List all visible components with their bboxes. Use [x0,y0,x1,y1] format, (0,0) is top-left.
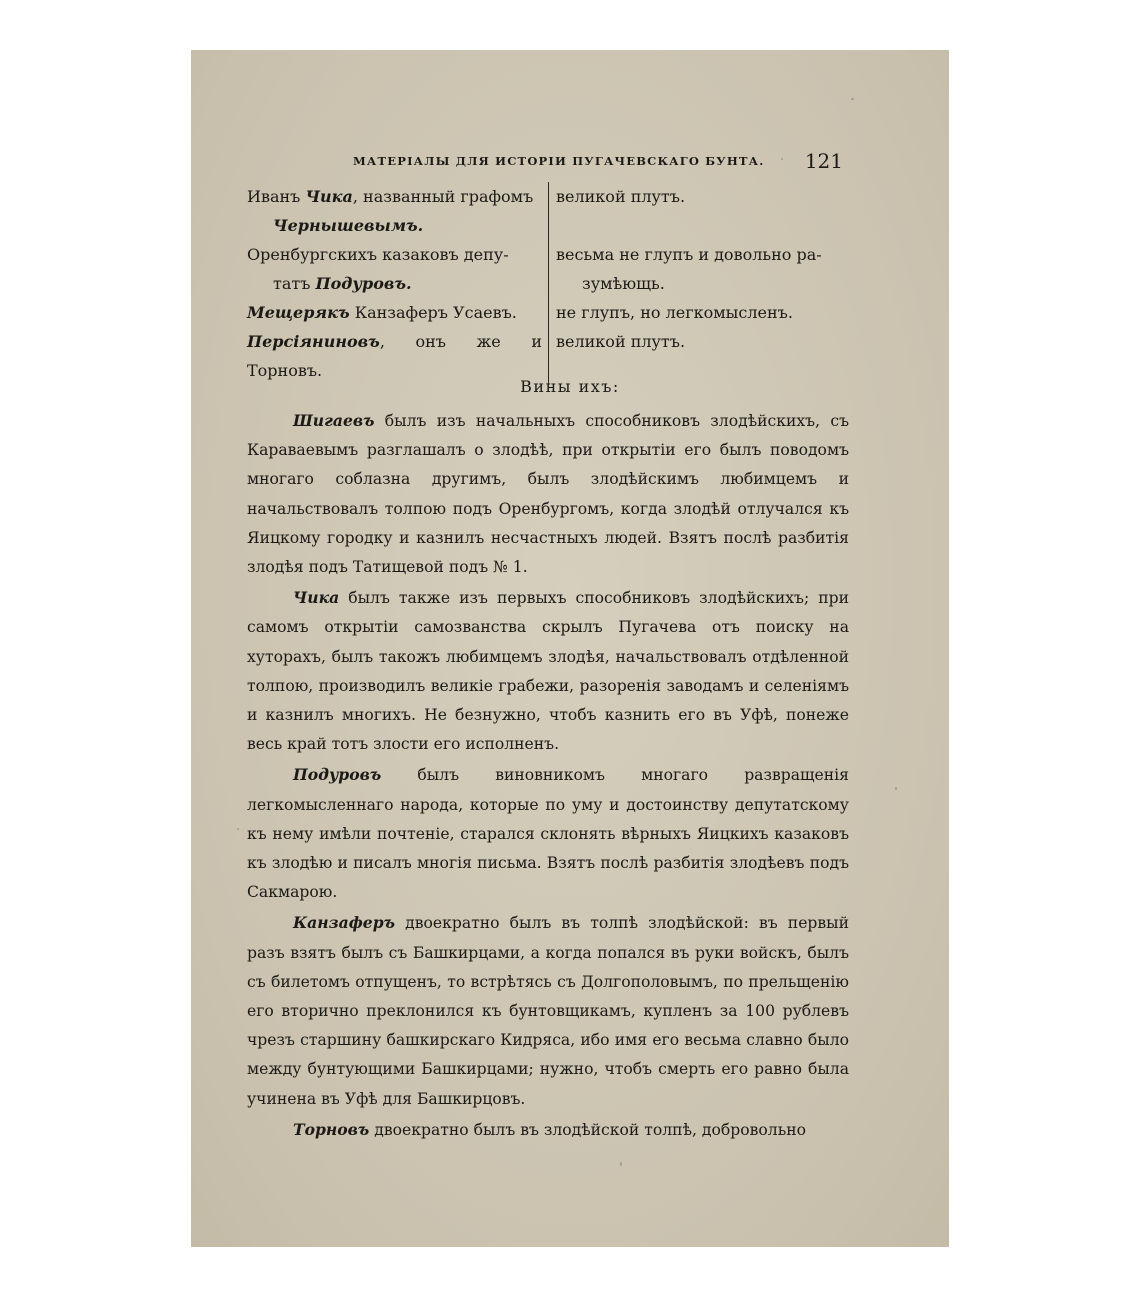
roster-person-description: не глупъ, но легкомысленъ. [556,303,793,322]
paragraph: Торновъ двоекратно былъ въ злодѣйской толпѣ, добровольно [293,1119,806,1139]
paper-speck [781,158,783,160]
roster-row [247,240,851,298]
paragraph: Шигаевъ былъ изъ начальныхъ способниковъ злодѣйскихъ, съ Караваевымъ разглашалъ о злодѣѣ, при открытіи его былъ поводомъ многаго соблазна другимъ, былъ злодѣйскимъ любимцемъ и начальствовалъ толпою подъ Оренбургомъ, когда злодѣй отлучался къ Яицкому городку и казнилъ несчастныхъ людей. Взятъ послѣ разбитія злодѣя подъ Татищевой подъ № 1. [247,411,849,577]
section-heading: Вины ихъ: [520,377,620,396]
roster-person-name: Персіяниновъ, онъ же и Торновъ. [247,327,549,385]
roster-person-name: Мещерякъ Канзаферъ Усаевъ. [247,298,549,327]
roster-row [247,298,851,327]
roster-person-name: Оренбургскихъ казаковъ депу- татъ Подуровъ. [247,240,549,298]
roster-person-name: Иванъ Чика, названный графомъ Чернышевымъ. [247,182,549,240]
page-header [353,146,843,176]
roster-person-description: великой плутъ. [556,332,686,351]
roster-person-description: великой плутъ. [556,187,686,206]
paper-speck [620,1162,622,1166]
roster-person-description: весьма не глупъ и довольно ра- зумѣющь. [556,245,822,293]
book-page [191,50,949,1247]
paper-speck [895,787,897,790]
paragraph: Подуровъ былъ виновникомъ многаго развращенія легкомысленнаго народа, которые по уму и достоинству депутатскому къ нему имѣли почтеніе, старался склонять вѣрныхъ Яицкихъ казаковъ къ злодѣю и писалъ многія письма. Взятъ послѣ разбитія злодѣевъ подъ Сакмарою. [247,765,849,902]
persons-roster [247,182,851,385]
paragraph: Канзаферъ двоекратно былъ въ толпѣ злодѣйской: въ первый разъ взятъ былъ съ Башкирцами, а когда попался въ руки войскъ, былъ съ билетомъ отпущенъ, то встрѣтясь съ Долгополовымъ, по прельщенію его вторично преклонился къ бунтовщикамъ, купленъ за 100 рублевъ чрезъ старшину башкирскаго Кидряса, ибо имя его весьма славно было между бунтующими Башкирцами; нужно, чтобъ смерть его равно была учинена въ Уфѣ для Башкирцовъ. [247,913,849,1108]
body-text [247,406,849,1145]
page-number: 121 [804,149,843,173]
running-title: МАТЕРІАЛЫ ДЛЯ ИСТОРІИ ПУГАЧЕВСКАГО БУНТА. [353,154,765,168]
paper-speck [237,828,239,830]
paragraph: Чика былъ также изъ первыхъ способниковъ злодѣйскихъ; при самомъ открытіи самозванства скрылъ Пугачева отъ поиску на хуторахъ, былъ такожъ любимцемъ злодѣя, начальствовалъ отдѣленной толпою, производилъ великіе грабежи, разоренія заводамъ и селеніямъ и казнилъ многихъ. Не безнужно, чтобъ казнить его въ Уфѣ, понеже весь край тотъ злости его исполненъ. [247,588,849,754]
paper-speck [851,98,854,100]
roster-row [247,182,851,240]
